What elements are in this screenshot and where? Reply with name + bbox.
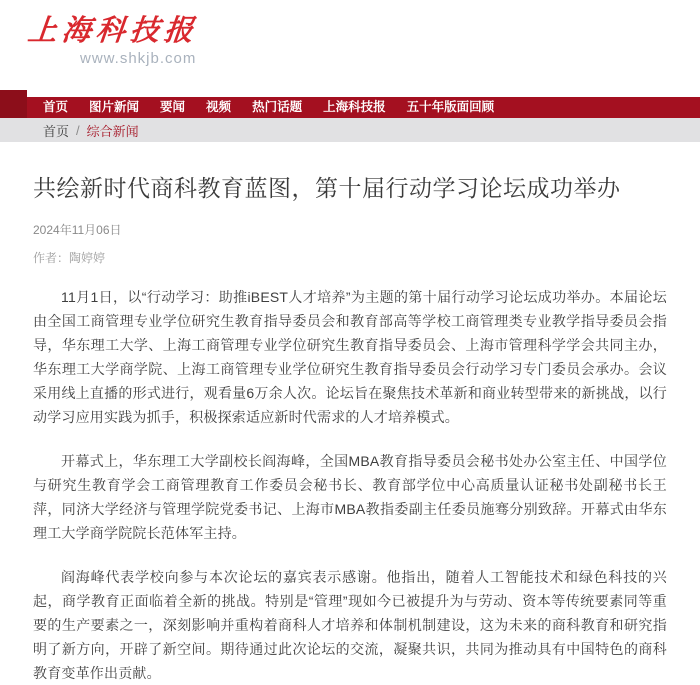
site-header [0,0,700,90]
breadcrumb-separator: / [76,122,80,138]
nav-item-hot-topics[interactable]: 热门话题 [252,100,303,114]
site-logo[interactable]: 上海科技报 [26,13,200,47]
nav-item-shkjb[interactable]: 上海科技报 [323,100,386,114]
nav-item-video[interactable]: 视频 [206,100,232,114]
article-paragraph: 开幕式上，华东理工大学副校长阎海峰，全国MBA教育指导委员会秘书处办公室主任、中国学位与研究生教育学会工商管理教育工作委员会秘书长、教育部学位中心高质量认证秘书处副秘书长王萍，同济大学经济与管理学院党委书记、上海市MBA教指委副主任委员施骞分别致辞。开幕式由华东理工大学商学院院长范体军主持。 [33,453,667,541]
article-date: 2024年11月06日 [33,223,122,237]
main-nav-wrap [0,90,700,118]
nav-item-home[interactable]: 首页 [43,100,69,114]
breadcrumb-current[interactable]: 综合新闻 [86,123,139,139]
article-body [33,285,667,685]
site-url: www.shkjb.com [80,50,197,67]
article [0,142,700,685]
breadcrumb-home[interactable]: 首页 [43,123,70,139]
article-paragraph: 11月1日，以“行动学习：助推iBEST人才培养”为主题的第十届行动学习论坛成功举办。本届论坛由全国工商管理专业学位研究生教育指导委员会和教育部高等学校工商管理类专业教学指导委员会指导，华东理工大学、上海工商管理专业学位研究生教育指导委员会、上海市管理科学学会共同主办，华东理工大学商学院、上海工商管理专业学位研究生教育指导委员会行动学习专门委员会承办。会议采用线上直播的形式进行，观看量6万余人次。论坛旨在聚焦技术革新和商业转型带来的新挑战，以行动学习应用实践为抓手，积极探索适应新时代需求的人才培养模式。 [33,289,667,425]
nav-item-photo-news[interactable]: 图片新闻 [89,100,140,114]
nav-accent-square [0,90,27,118]
main-nav [0,97,700,118]
breadcrumb [0,118,700,142]
article-paragraph: 阎海峰代表学校向参与本次论坛的嘉宾表示感谢。他指出，随着人工智能技术和绿色科技的兴起，商学教育正面临着全新的挑战。特别是“管理”现如今已被提升为与劳动、资本等传统要素同等重要的生产要素之一，深刻影响并重构着商科人才培养和体制机制建设，这为未来的商科教育和研究指明了新方向，开辟了新空间。期待通过此次论坛的交流，凝聚共识，共同为推动具有中国特色的商科教育变革作出贡献。 [33,569,667,681]
nav-item-50yr-pages[interactable]: 五十年版面回顾 [406,100,495,114]
article-author: 作者：陶婷婷 [33,251,106,265]
page-title: 共绘新时代商科教育蓝图，第十届行动学习论坛成功举办 [33,175,621,201]
nav-item-headlines[interactable]: 要闻 [160,100,186,114]
